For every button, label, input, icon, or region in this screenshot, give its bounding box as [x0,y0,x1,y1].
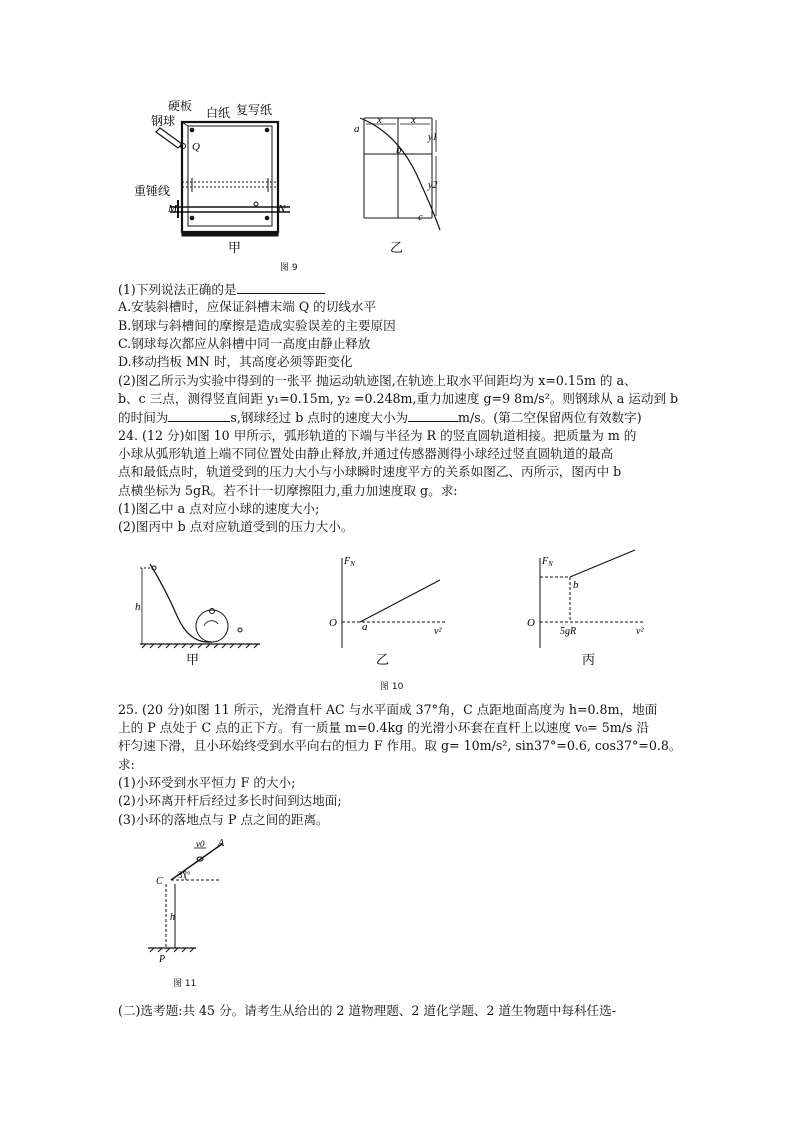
q25-line3: 杆匀速下滑，且小环始终受到水平向右的恒力 F 作用。取 g= 10m/s², sin37°=0.6, cos37°=0.8。 [118,738,682,753]
label-v2-yi: v² [434,626,442,637]
figure-10 [130,548,670,673]
label-h-jia: h [135,601,141,613]
label-fn-bing: $F_N$ [542,556,553,568]
q24-line1: 24. (12 分)如图 10 甲所示，弧形轨道的下端与半径为 R 的竖直圆轨道相接。把质量为 m 的 [118,428,637,443]
figure-10-caption: 图 10 [380,682,404,692]
label-jia: 甲 [228,240,242,255]
q24-line2: 小球从弧形轨道上端不同位置处由静止释放,并通过传感器测得小球经过竖直圆轨道的最高 [118,446,614,461]
label-37: 37° [178,870,191,880]
label-q: Q [192,141,200,153]
figure-11 [140,832,250,972]
label-yi-10: 乙 [376,652,390,667]
q25-line6: (2)小环离开杆后经过多长时间到达地面; [118,793,342,808]
label-x1: x [377,114,382,126]
label-steel-ball: 钢球 [151,114,176,128]
q25-line4: 求: [118,757,135,772]
section-2-heading: (二)选考题:共 45 分。请考生从给出的 2 道物理题、2 道化学题、2 道生物题中每科任选- [118,1003,617,1018]
q23-option-d: D.移动挡板 MN 时，其高度必须等距变化 [118,354,353,369]
q23-part1: (1)下列说法正确的是 [118,280,325,299]
figure-9-caption: 图 9 [280,263,298,273]
q23-option-b: B.钢球与斜槽间的摩擦是造成实验误差的主要原因 [118,318,396,333]
label-y2: y2 [428,180,438,191]
label-a-yi: a [362,621,368,633]
label-b-bing: b [573,579,579,591]
label-hard-board: 硬板 [168,99,193,113]
q24-line5: (1)图乙中 a 点对应小球的速度大小; [118,501,320,516]
label-fn-yi: $F_N$ [344,556,355,568]
figure-10-graph-yi [342,558,446,648]
figure-11-rod [148,844,222,952]
label-v2-bing: v² [636,626,644,637]
figure-10-track [140,564,260,648]
label-h-11: h [170,912,175,923]
label-b: b [396,144,402,156]
q23-part2-line2: b、c 三点，测得竖直间距 y₁=0.15m, y₂ =0.248m,重力加速度 g=9 8m/s²。则钢球从 a 运动到 b [118,391,679,406]
label-jia-10: 甲 [186,652,200,667]
label-white-paper: 白纸 [206,106,231,120]
label-bing-10: 丙 [582,652,596,667]
q24-line6: (2)图丙中 b 点对应轨道受到的压力大小。 [118,519,354,534]
label-n: N [278,203,286,215]
label-o-bing: O [527,617,535,629]
label-5gr: 5gR [560,626,577,637]
q25-line5: (1)小环受到水平恒力 F 的大小; [118,775,296,790]
label-p-11: P [159,954,166,965]
q23-option-a: A.安装斜槽时，应保证斜槽末端 Q 的切线水平 [118,299,377,314]
q23-option-c: C.钢球每次都应从斜槽中同一高度由静止释放 [118,336,371,351]
figure-9-apparatus [156,122,290,236]
label-carbon-paper: 复写纸 [236,103,273,117]
q25-line2: 上的 P 点处于 C 点的正下方。有一质量 m=0.4kg 的光滑小环套在直杆上以速度 v₀= 5m/s 沿 [118,720,649,735]
q25-line7: (3)小环的落地点与 P 点之间的距离。 [118,812,329,827]
figure-9 [120,90,460,255]
label-yi: 乙 [390,240,404,255]
label-y1: y1 [428,132,438,143]
label-a-11: A [218,838,225,849]
q23-part2-line1: (2)图乙所示为实验中得到的一张平 抛运动轨迹图,在轨迹上取水平间距均为 x=0.15m 的 a、 [118,373,637,388]
figure-10-graph-bing [540,550,644,648]
label-o-yi: O [329,617,337,629]
label-x2: x [411,114,416,126]
label-m: M [168,203,178,215]
label-plumb-line: 重锤线 [134,184,171,198]
label-a: a [354,123,360,135]
q23-part2-line3: 的时间为 s,钢球经过 b 点时的速度大小为 m/s。(第二空保留两位有效数字) [118,410,642,425]
label-c-11: C [156,876,163,887]
figure-11-caption: 图 11 [173,979,197,989]
q24-line3: 点和最低点时，轨道受到的压力大小与小球瞬时速度平方的关系如图乙、丙所示，图丙中 b [118,464,622,479]
label-c: c [418,211,423,223]
label-v0: v0 [196,839,205,849]
q24-line4: 点横坐标为 5gR。若不计一切摩擦阻力,重力加速度取 g。求: [118,483,458,498]
q25-line1: 25. (20 分)如图 11 所示，光滑直杆 AC 与水平面成 37°角，C 点距地面高度为 h=0.8m，地面 [118,702,658,717]
